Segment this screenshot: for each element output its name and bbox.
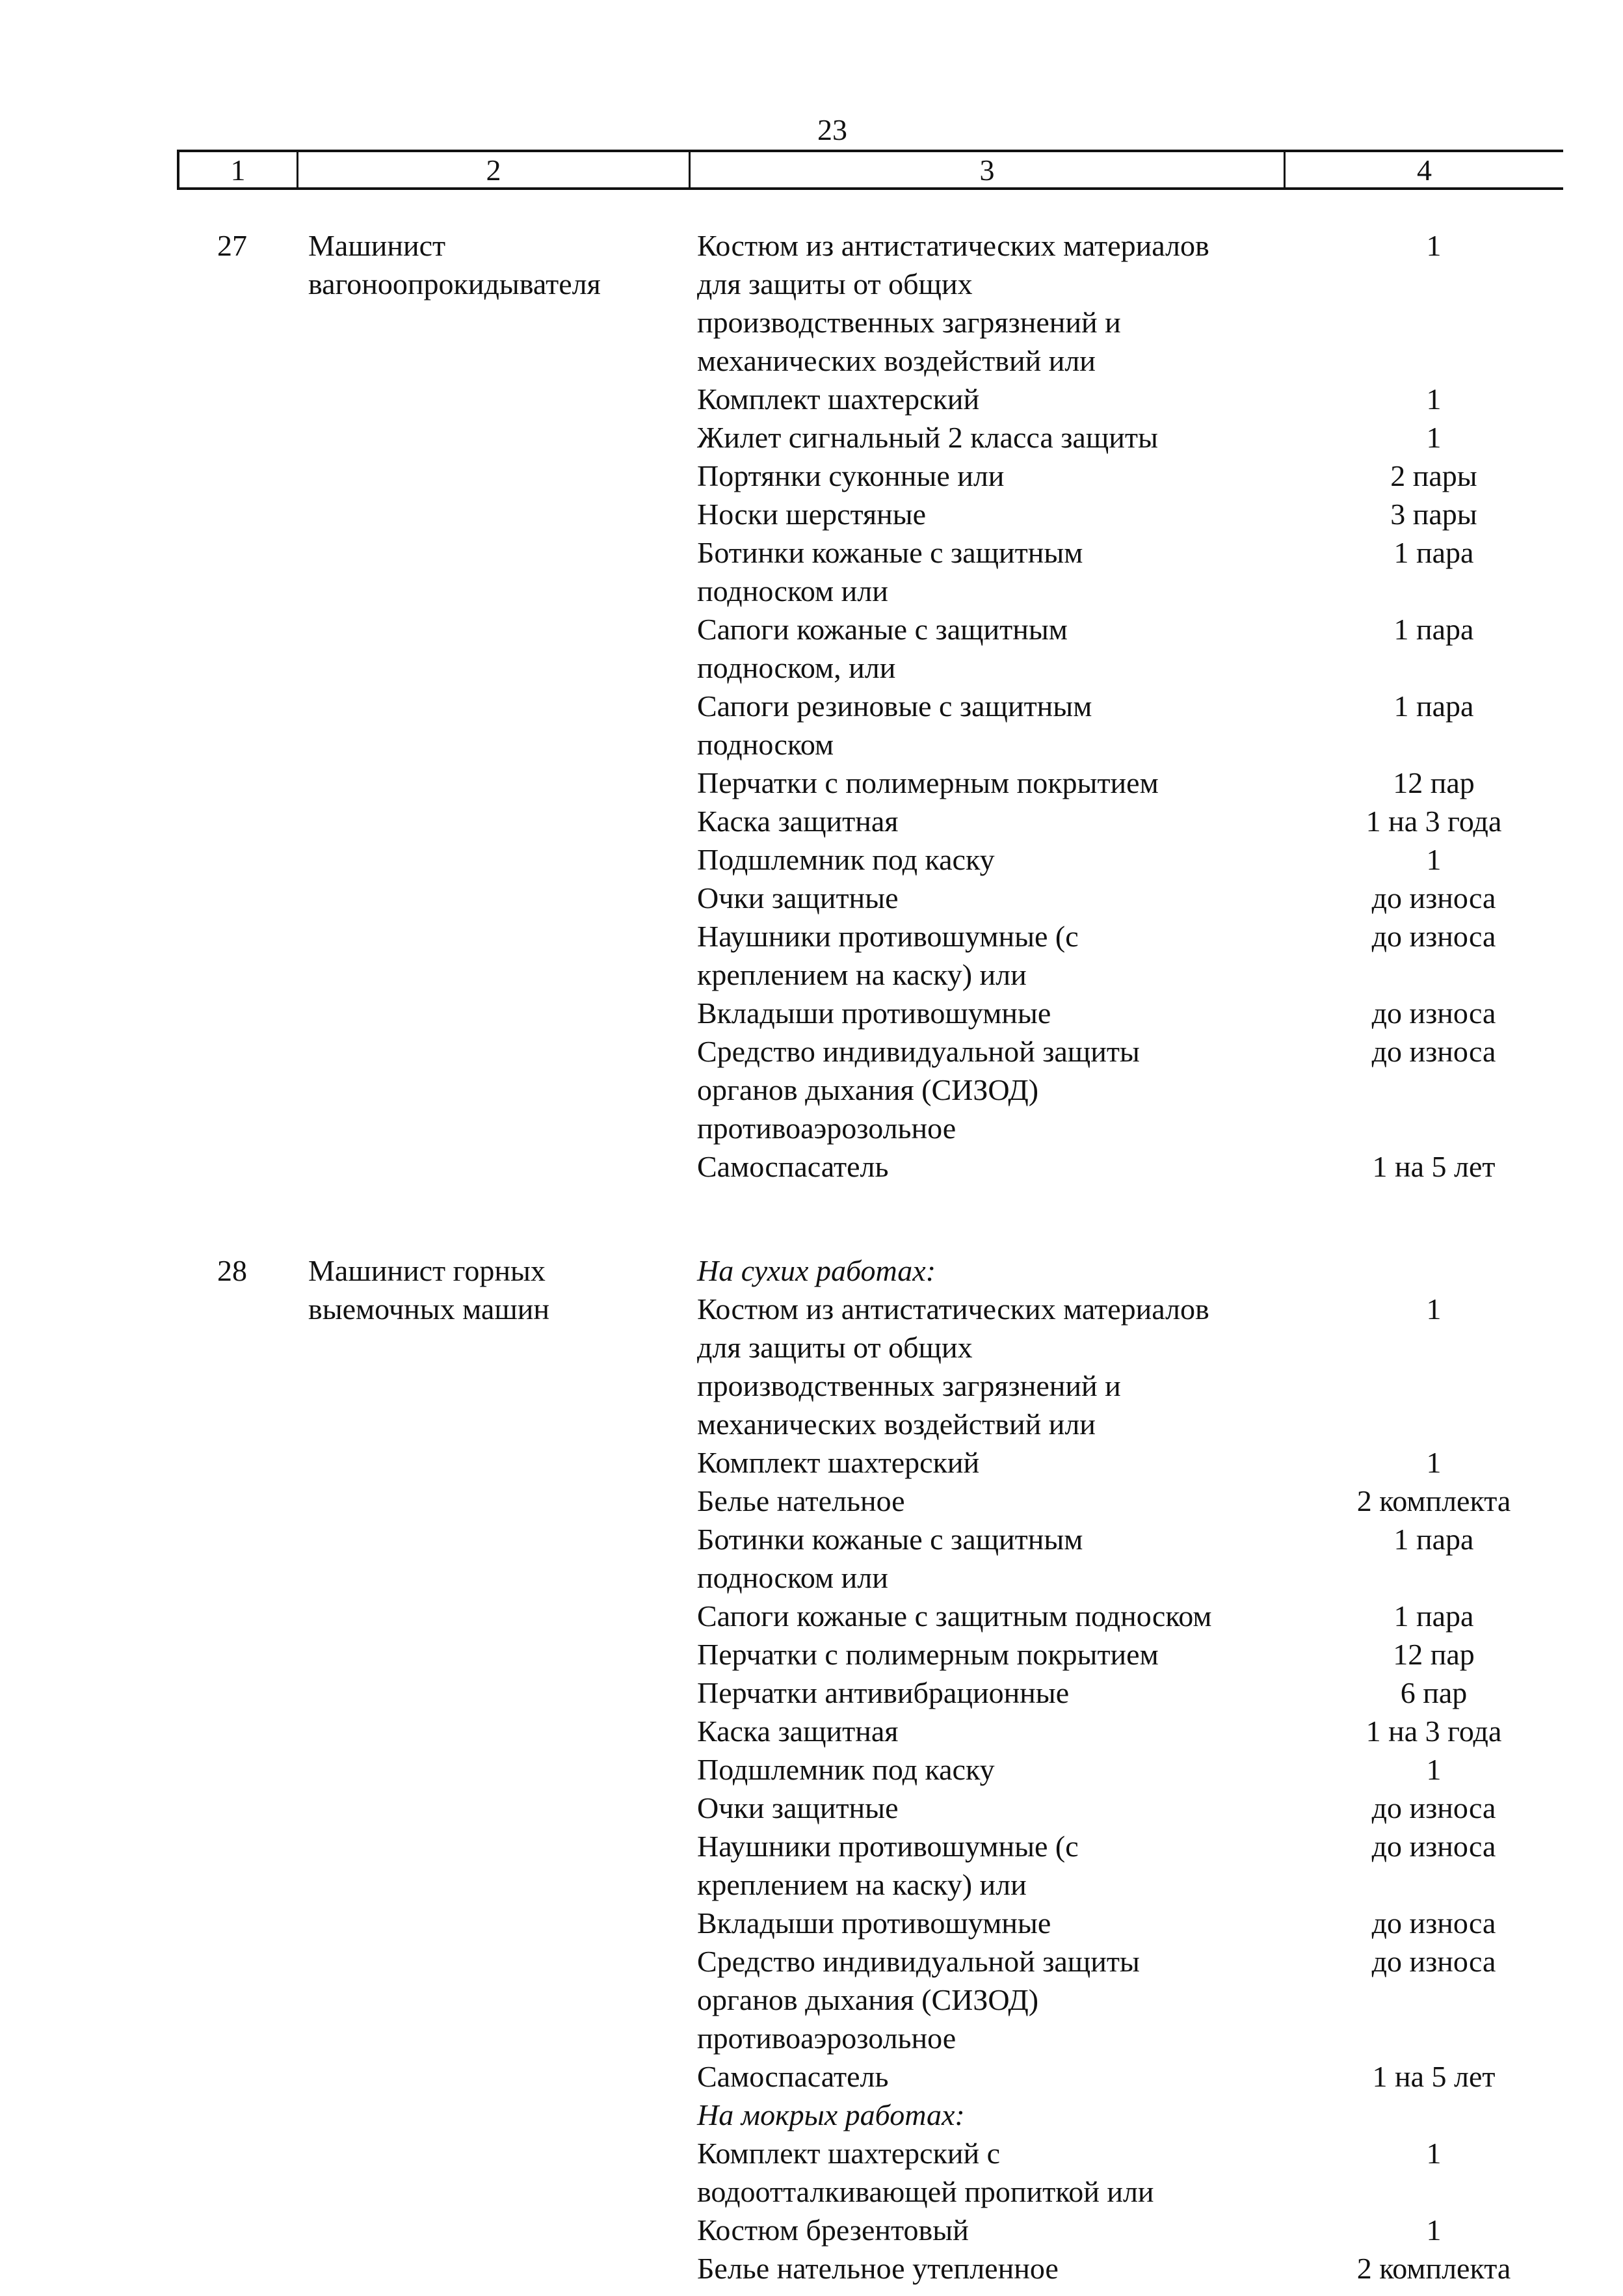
- item-name-line: Белье нательное: [697, 1484, 905, 1517]
- item-name-line: Средство индивидуальной защиты: [697, 1035, 1140, 1068]
- item-quantity: до износа: [1371, 1945, 1496, 1978]
- item-name-line: Каска защитная: [697, 805, 899, 838]
- item-name-line: Комплект шахтерский: [697, 1446, 980, 1479]
- header-col-2: 2: [486, 154, 501, 187]
- item-name-line: Самоспасатель: [697, 1150, 889, 1183]
- item-name-line: производственных загрязнений и: [697, 1369, 1121, 1402]
- item-quantity: 12 пар: [1393, 766, 1475, 799]
- item-name-line: Очки защитные: [697, 1791, 899, 1824]
- item-quantity: 1: [1426, 421, 1442, 454]
- item-name-line: Самоспасатель: [697, 2060, 889, 2093]
- item-quantity: до износа: [1371, 1830, 1496, 1863]
- item-quantity: до износа: [1371, 996, 1496, 1030]
- item-name-line: органов дыхания (СИЗОД): [697, 1073, 1039, 1106]
- item-quantity: 6 пар: [1400, 1676, 1468, 1709]
- item-quantity: до износа: [1371, 881, 1496, 914]
- item-quantity: 1 на 3 года: [1366, 1715, 1502, 1748]
- profession-name: [308, 1251, 672, 1328]
- item-quantity: 2 пары: [1390, 459, 1477, 492]
- item-name-line: Подшлемник под каску: [697, 843, 995, 876]
- item-list: [697, 1251, 1295, 2288]
- item-name-line: Наушники противошумные (с: [697, 1830, 1079, 1863]
- row-number: 28: [217, 1254, 247, 1287]
- item-quantity: [1294, 265, 1574, 303]
- item-quantity: 12 пар: [1393, 1638, 1475, 1671]
- item-name-line: подноском или: [697, 1561, 888, 1594]
- item-name-line: Наушники противошумные (с: [697, 920, 1079, 953]
- item-quantity: [1294, 955, 1574, 994]
- profession-line: вагоноопрокидывателя: [308, 267, 601, 300]
- item-name-line: механических воздействий или: [697, 1408, 1096, 1441]
- item-name-line: Носки шерстяные: [697, 498, 927, 531]
- item-quantity: [1294, 1865, 1574, 1904]
- item-quantity: [1294, 2096, 1574, 2134]
- quantity-list: [1294, 1251, 1574, 2288]
- profession-name: [308, 226, 672, 303]
- quantity-list: [1294, 226, 1574, 1186]
- item-name-line: органов дыхания (СИЗОД): [697, 1983, 1039, 2016]
- profession-line: выемочных машин: [308, 1292, 549, 1326]
- item-quantity: 1 пара: [1393, 536, 1474, 569]
- item-name-line: подноском, или: [697, 651, 896, 684]
- item-name-line: Средство индивидуальной защиты: [697, 1945, 1140, 1978]
- item-quantity: 1 на 3 года: [1366, 805, 1502, 838]
- item-name-line: Костюм брезентовый: [697, 2213, 969, 2247]
- header-col-1: 1: [230, 154, 246, 187]
- item-quantity: [1294, 1405, 1574, 1443]
- item-name-line: Вкладыши противошумные: [697, 996, 1051, 1030]
- item-quantity: 1 на 5 лет: [1372, 2060, 1496, 2093]
- item-name-line: Сапоги кожаные с защитным: [697, 613, 1068, 646]
- header-col-3: 3: [979, 154, 995, 187]
- row-number: 27: [217, 229, 247, 262]
- item-quantity: [1294, 2172, 1574, 2211]
- item-name-line: Комплект шахтерский: [697, 382, 980, 416]
- item-quantity: 2 комплекта: [1356, 1484, 1511, 1517]
- item-name-line: производственных загрязнений и: [697, 306, 1121, 339]
- item-quantity: 1: [1426, 2213, 1442, 2247]
- item-name-line: Вкладыши противошумные: [697, 1906, 1051, 1940]
- item-quantity: 2 комплекта: [1356, 2252, 1511, 2285]
- item-quantity: 1 на 5 лет: [1372, 1150, 1496, 1183]
- item-quantity: 1 пара: [1393, 613, 1474, 646]
- item-name-line: для защиты от общих: [697, 267, 973, 300]
- item-quantity: [1294, 1558, 1574, 1597]
- item-name-line: подноском или: [697, 574, 888, 607]
- item-name-line: Очки защитные: [697, 881, 899, 914]
- item-name-line: Комплект шахтерский с: [697, 2137, 1001, 2170]
- item-quantity: 1: [1426, 2137, 1442, 2170]
- item-name-line: Костюм из антистатических материалов: [697, 1292, 1209, 1326]
- item-quantity: 1: [1426, 382, 1442, 416]
- page-number: 23: [817, 113, 847, 146]
- item-name-line: противоаэрозольное: [697, 2022, 957, 2055]
- item-quantity: до износа: [1371, 1906, 1496, 1940]
- profession-line: Машинист: [308, 229, 446, 262]
- section-heading: На мокрых работах:: [697, 2098, 965, 2131]
- item-quantity: 1 пара: [1393, 1523, 1474, 1556]
- item-quantity: [1294, 303, 1574, 341]
- item-name-line: Белье нательное утепленное: [697, 2252, 1059, 2285]
- item-quantity: [1294, 572, 1574, 610]
- item-name-line: Сапоги резиновые с защитным: [697, 689, 1092, 723]
- item-quantity: [1294, 2019, 1574, 2057]
- item-quantity: 1: [1426, 1292, 1442, 1326]
- item-quantity: [1294, 1367, 1574, 1405]
- item-quantity: [1294, 1981, 1574, 2019]
- item-quantity: [1294, 1109, 1574, 1147]
- item-quantity: 1: [1426, 1753, 1442, 1786]
- item-name-line: Перчатки антивибрационные: [697, 1676, 1070, 1709]
- item-name-line: Сапоги кожаные с защитным подноском: [697, 1599, 1212, 1633]
- item-quantity: до износа: [1371, 1035, 1496, 1068]
- item-quantity: [1294, 725, 1574, 764]
- profession-line: Машинист горных: [308, 1254, 546, 1287]
- item-name-line: Перчатки с полимерным покрытием: [697, 1638, 1159, 1671]
- item-name-line: Костюм из антистатических материалов: [697, 229, 1209, 262]
- item-name-line: Ботинки кожаные с защитным: [697, 1523, 1083, 1556]
- item-name-line: механических воздействий или: [697, 344, 1096, 377]
- item-quantity: 3 пары: [1390, 498, 1477, 531]
- item-name-line: Каска защитная: [697, 1715, 899, 1748]
- item-quantity: 1 пара: [1393, 1599, 1474, 1633]
- item-name-line: противоаэрозольное: [697, 1112, 957, 1145]
- section-heading: На сухих работах:: [697, 1254, 936, 1287]
- item-list: [697, 226, 1295, 1186]
- item-quantity: 1: [1426, 1446, 1442, 1479]
- item-quantity: [1294, 1251, 1574, 1290]
- item-quantity: [1294, 648, 1574, 687]
- item-quantity: [1294, 1071, 1574, 1109]
- item-name-line: Портянки суконные или: [697, 459, 1005, 492]
- item-name-line: водоотталкивающей пропиткой или: [697, 2175, 1154, 2208]
- item-quantity: до износа: [1371, 1791, 1496, 1824]
- item-name-line: Жилет сигнальный 2 класса защиты: [697, 421, 1158, 454]
- item-name-line: для защиты от общих: [697, 1331, 973, 1364]
- item-name-line: Подшлемник под каску: [697, 1753, 995, 1786]
- header-col-4: 4: [1417, 154, 1432, 187]
- item-name-line: Ботинки кожаные с защитным: [697, 536, 1083, 569]
- item-quantity: [1294, 341, 1574, 380]
- item-name-line: креплением на каску) или: [697, 1868, 1027, 1901]
- item-name-line: подноском: [697, 728, 834, 761]
- table-header: [177, 150, 1563, 190]
- item-name-line: креплением на каску) или: [697, 958, 1027, 991]
- item-quantity: 1 пара: [1393, 689, 1474, 723]
- item-quantity: 1: [1426, 229, 1442, 262]
- item-quantity: 1: [1426, 843, 1442, 876]
- item-quantity: до износа: [1371, 920, 1496, 953]
- item-name-line: Перчатки с полимерным покрытием: [697, 766, 1159, 799]
- item-quantity: [1294, 1328, 1574, 1367]
